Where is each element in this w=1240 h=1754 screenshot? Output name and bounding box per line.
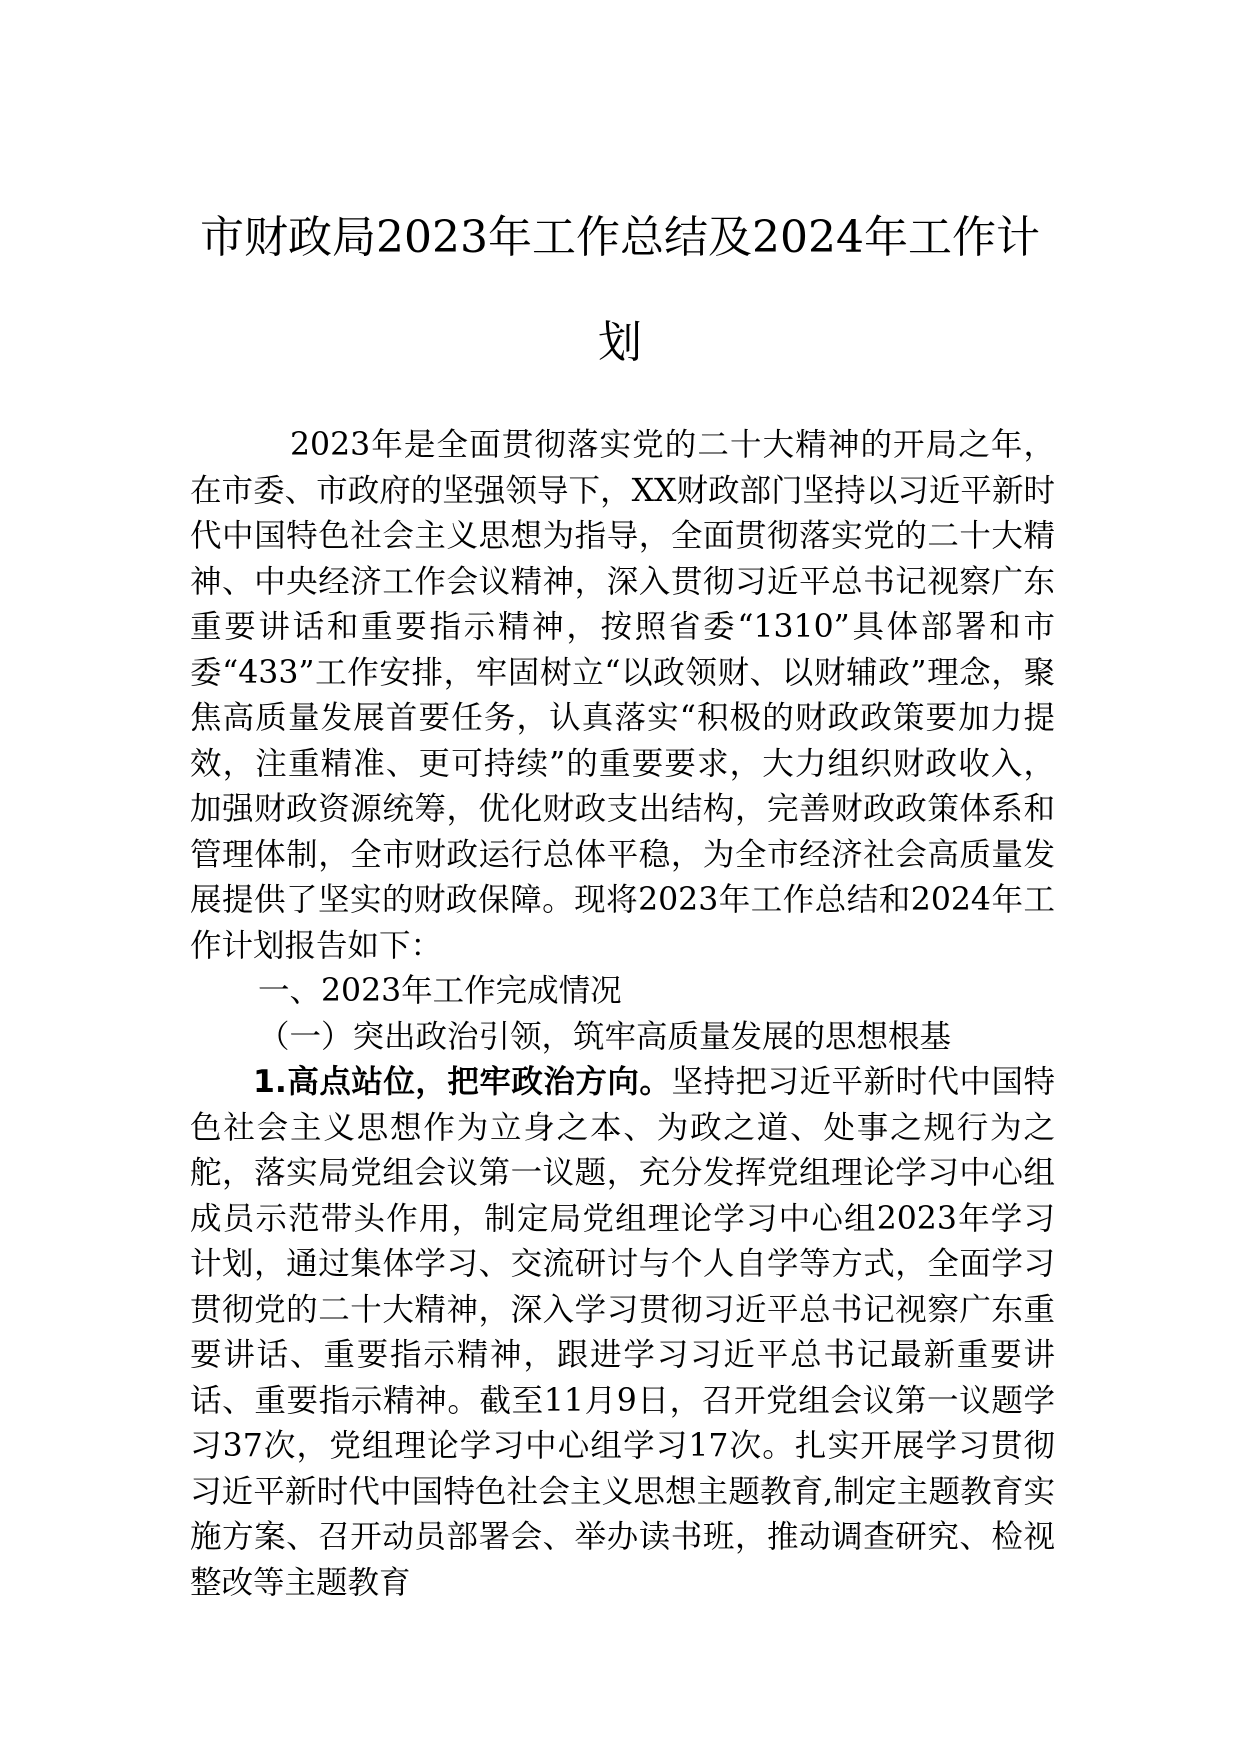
item-1-lead: 1.高点站位，把牢政治方向。 (253, 1064, 672, 1100)
section-heading-1: 一、2023年工作完成情况 (258, 973, 622, 1009)
item-paragraph-1 (190, 1060, 1055, 1606)
subsection-heading-1: （一）突出政治引领，筑牢高质量发展的思想根基 (258, 1018, 952, 1055)
item-1-text: 坚持把习近平新时代中国特色社会主义思想作为立身之本、为政之道、处事之规行为之舵，落实局党组会议第一议题，充分发挥党组理论学习中心组成员示范带头作用，制定局党组理论学习中心组2023年学习计划，通过集体学习、交流研讨与个人自学等方式，全面学习贯彻党的二十大精神，深入学习贯彻习近平总书记视察广东重要讲话、重要指示精神，跟进学习习近平总书记最新重要讲话、重要指示精神。截至11月9日，召开党组会议第一议题学习37次，党组理论学习中心组学习17次。扎实开展学习贯彻习近平新时代中国特色社会主义思想主题教育,制定主题教育实施方案、召开动员部署会、举办读书班，推动调查研究、检视整改等主题教育 (190, 1064, 1055, 1601)
title-line-2: 划 (598, 317, 642, 368)
document-title (180, 185, 1060, 395)
document-body (190, 423, 1055, 1606)
title-line-1: 市财政局2023年工作总结及2024年工作计 (200, 212, 1040, 263)
intro-paragraph: 2023年是全面贯彻落实党的二十大精神的开局之年，在市委、市政府的坚强领导下，XX财政部门坚持以习近平新时代中国特色社会主义思想为指导，全面贯彻落实党的二十大精神、中央经济工作会议精神，深入贯彻习近平总书记视察广东重要讲话和重要指示精神，按照省委“1310”具体部署和市委“433”工作安排，牢固树立“以政领财、以财辅政”理念，聚焦高质量发展首要任务，认真落实“积极的财政政策要加力提效，注重精准、更可持续”的重要要求，大力组织财政收入，加强财政资源统筹，优化财政支出结构，完善财政政策体系和管理体制，全市财政运行总体平稳，为全市经济社会高质量发展提供了坚实的财政保障。现将2023年工作总结和2024年工作计划报告如下： (190, 427, 1055, 964)
